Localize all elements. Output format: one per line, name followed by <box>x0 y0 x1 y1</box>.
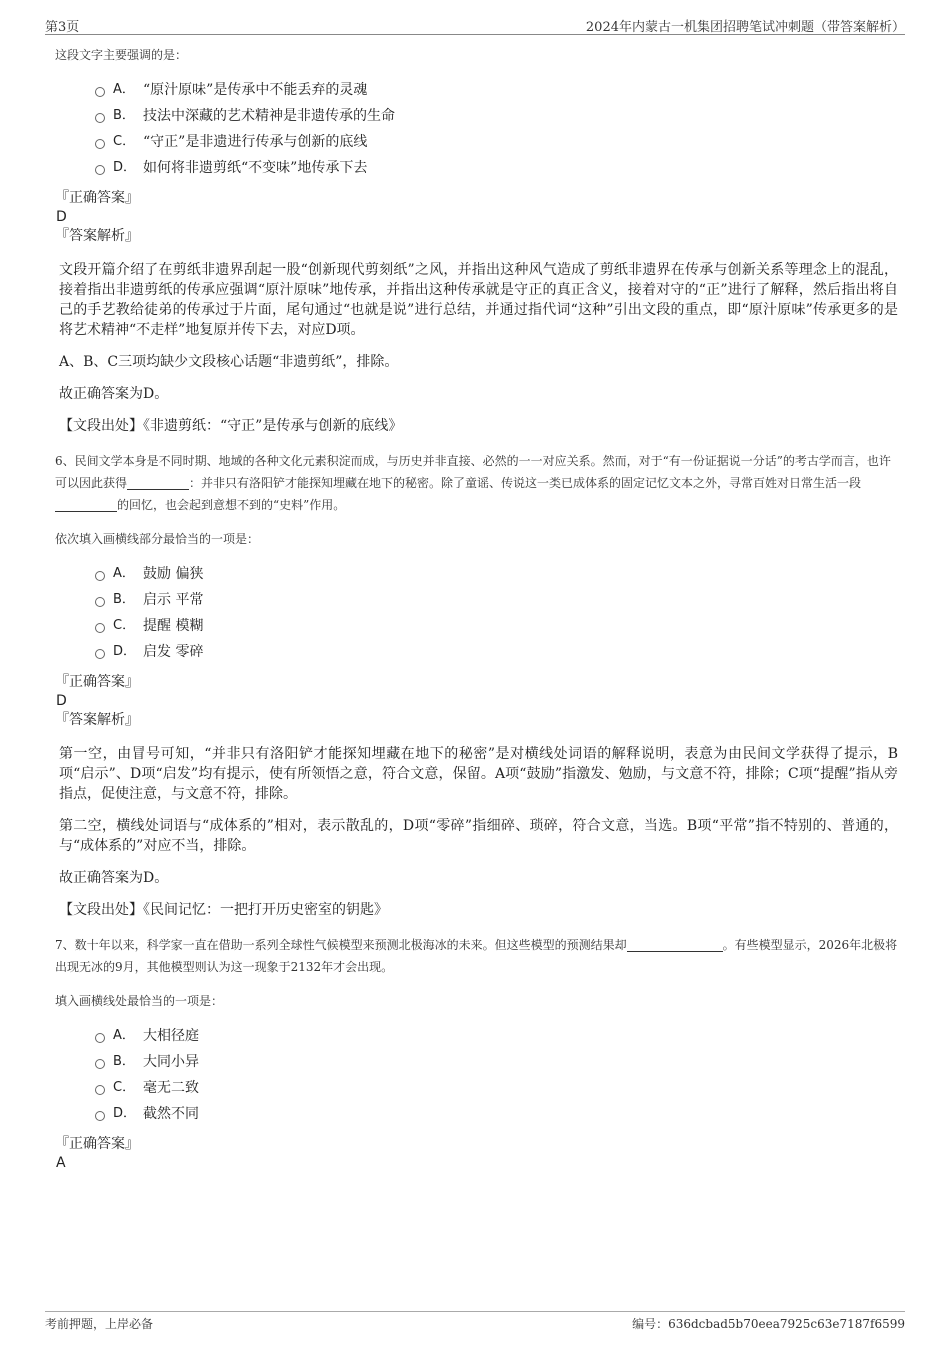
footer-slogan: 考前押题，上岸必备 <box>45 1317 154 1331</box>
option-letter: D． <box>113 644 137 659</box>
fill-blank <box>127 475 189 490</box>
page-footer <box>45 1311 905 1334</box>
correct-answer: A <box>56 1155 66 1171</box>
fill-blank <box>627 937 723 952</box>
option-text: 技法中深藏的艺术精神是非遗传承的生命 <box>143 108 395 124</box>
option-b[interactable] <box>95 1049 898 1075</box>
source-citation: 【文段出处】《民间记忆：一把打开历史密室的钥匙》 <box>59 902 388 918</box>
radio-icon[interactable] <box>95 139 105 149</box>
option-letter: A． <box>113 1028 135 1043</box>
option-list <box>95 77 898 181</box>
option-list <box>95 1023 898 1127</box>
option-text: 鼓励 偏狭 <box>143 566 204 582</box>
question-text-part: 6、民间文学本身是不同时期、地域的各种文化元素积淀而成，与历史并非直接、必然的一一对应关系。然而，对于“有一份证据说一分话”的考古学而言，也许可以因此获得 <box>55 454 891 490</box>
question-text <box>55 450 898 516</box>
question-text-part: 7、数十年以来，科学家一直在借助一系列全球性气候模型来预测北极海冰的未来。但这些模型的预测结果却 <box>55 938 627 952</box>
page-header <box>45 14 905 35</box>
question-prompt: 填入画横线处最恰当的一项是： <box>55 994 224 1008</box>
option-text: 大相径庭 <box>143 1028 199 1044</box>
option-c[interactable] <box>95 129 898 155</box>
option-a[interactable] <box>95 561 898 587</box>
radio-icon[interactable] <box>95 1085 105 1095</box>
option-letter: B． <box>113 1054 135 1069</box>
analysis-paragraph: A、B、C三项均缺少文段核心话题“非遗剪纸”，排除。 <box>59 354 399 370</box>
question-prompt: 这段文字主要强调的是： <box>55 48 188 62</box>
radio-icon[interactable] <box>95 571 105 581</box>
option-text: 大同小异 <box>143 1054 199 1070</box>
option-letter: C． <box>113 134 136 149</box>
fill-blank <box>55 497 117 512</box>
page-number: 第3页 <box>45 20 80 35</box>
radio-icon[interactable] <box>95 623 105 633</box>
option-text: 截然不同 <box>143 1106 199 1122</box>
option-letter: B． <box>113 108 135 123</box>
option-text: “守正”是非遗进行传承与创新的底线 <box>143 134 368 150</box>
analysis-label: 『答案解析』 <box>55 712 139 728</box>
source-citation: 【文段出处】《非遗剪纸：“守正”是传承与创新的底线》 <box>59 418 403 434</box>
question-prompt: 依次填入画横线部分最恰当的一项是： <box>55 532 260 546</box>
analysis-conclusion: 故正确答案为D。 <box>59 386 169 402</box>
question-text-part: 。有些模型显示，2026年北极将出现无冰的9月，其他模型则认为这一现象于2132年才会出现。 <box>55 938 898 974</box>
correct-answer-label: 『正确答案』 <box>55 674 139 690</box>
correct-answer: D <box>56 209 67 225</box>
option-letter: C． <box>113 618 136 633</box>
analysis-paragraph: 第一空，由冒号可知，“并非只有洛阳铲才能探知埋藏在地下的秘密”是对横线处词语的解释说明，表意为由民间文学获得了提示，B项“启示”、D项“启发”均有提示，使有所领悟之意，符合文意，保留。A项“鼓励”指激发、勉励，与文意不符，排除；C项“提醒”指从旁指点，促使注意，与文意不符，排除。 <box>59 746 898 802</box>
page-content <box>55 46 898 1173</box>
option-list <box>95 561 898 665</box>
option-text: 启示 平常 <box>143 592 204 608</box>
option-text: 提醒 模糊 <box>143 618 204 634</box>
radio-icon[interactable] <box>95 1111 105 1121</box>
question-text-part: 的回忆，也会起到意想不到的“史料”作用。 <box>117 498 346 512</box>
document-title: 2024年内蒙古一机集团招聘笔试冲刺题（带答案解析） <box>585 20 905 35</box>
option-letter: D． <box>113 1106 137 1121</box>
analysis-label: 『答案解析』 <box>55 228 139 244</box>
option-letter: B． <box>113 592 135 607</box>
analysis-paragraph: 文段开篇介绍了在剪纸非遗界刮起一股“创新现代剪刻纸”之风，并指出这种风气造成了剪纸非遗界在传承与创新关系等理念上的混乱，接着指出非遗剪纸的传承应强调“原汁原味”地传承，并指出这种传承就是守正的真正含义，接着对守的“正”进行了解释，然后指出将自己的手艺教给徒弟的传承过于片面，尾句通过“也就是说”进行总结，并通过指代词“这种”引出文段的重点，即“原汁原味”传承更多的是将艺术精神“不走样”地复原并传下去，对应D项。 <box>59 262 898 338</box>
option-letter: A． <box>113 566 135 581</box>
option-b[interactable] <box>95 587 898 613</box>
question-5 <box>55 46 898 436</box>
analysis-paragraph: 第二空，横线处词语与“成体系的”相对，表示散乱的，D项“零碎”指细碎、琐碎，符合文意，当选。B项“平常”指不特别的、普通的，与“成体系的”对应不当，排除。 <box>59 818 898 854</box>
question-7 <box>55 934 898 1173</box>
correct-answer-label: 『正确答案』 <box>55 1136 139 1152</box>
question-6 <box>55 450 898 920</box>
radio-icon[interactable] <box>95 597 105 607</box>
option-letter: C． <box>113 1080 136 1095</box>
radio-icon[interactable] <box>95 165 105 175</box>
radio-icon[interactable] <box>95 113 105 123</box>
option-text: “原汁原味”是传承中不能丢弃的灵魂 <box>143 82 368 98</box>
option-d[interactable] <box>95 639 898 665</box>
radio-icon[interactable] <box>95 649 105 659</box>
option-a[interactable] <box>95 77 898 103</box>
radio-icon[interactable] <box>95 1059 105 1069</box>
option-text: 如何将非遗剪纸“不变味”地传承下去 <box>143 160 368 176</box>
question-text-part: ：并非只有洛阳铲才能探知埋藏在地下的秘密。除了童谣、传说这一类已成体系的固定记忆文本之外，寻常百姓对日常生活一段 <box>189 476 862 490</box>
option-letter: D． <box>113 160 137 175</box>
analysis-conclusion: 故正确答案为D。 <box>59 870 169 886</box>
question-text <box>55 934 898 978</box>
option-d[interactable] <box>95 155 898 181</box>
option-letter: A． <box>113 82 135 97</box>
option-a[interactable] <box>95 1023 898 1049</box>
document-code: 编号：636dcbad5b70eea7925c63e7187f6599 <box>632 1317 905 1331</box>
correct-answer-label: 『正确答案』 <box>55 190 139 206</box>
option-text: 启发 零碎 <box>143 644 204 660</box>
option-b[interactable] <box>95 103 898 129</box>
option-text: 毫无二致 <box>143 1080 199 1096</box>
correct-answer: D <box>56 693 67 709</box>
option-d[interactable] <box>95 1101 898 1127</box>
radio-icon[interactable] <box>95 1033 105 1043</box>
option-c[interactable] <box>95 1075 898 1101</box>
radio-icon[interactable] <box>95 87 105 97</box>
option-c[interactable] <box>95 613 898 639</box>
